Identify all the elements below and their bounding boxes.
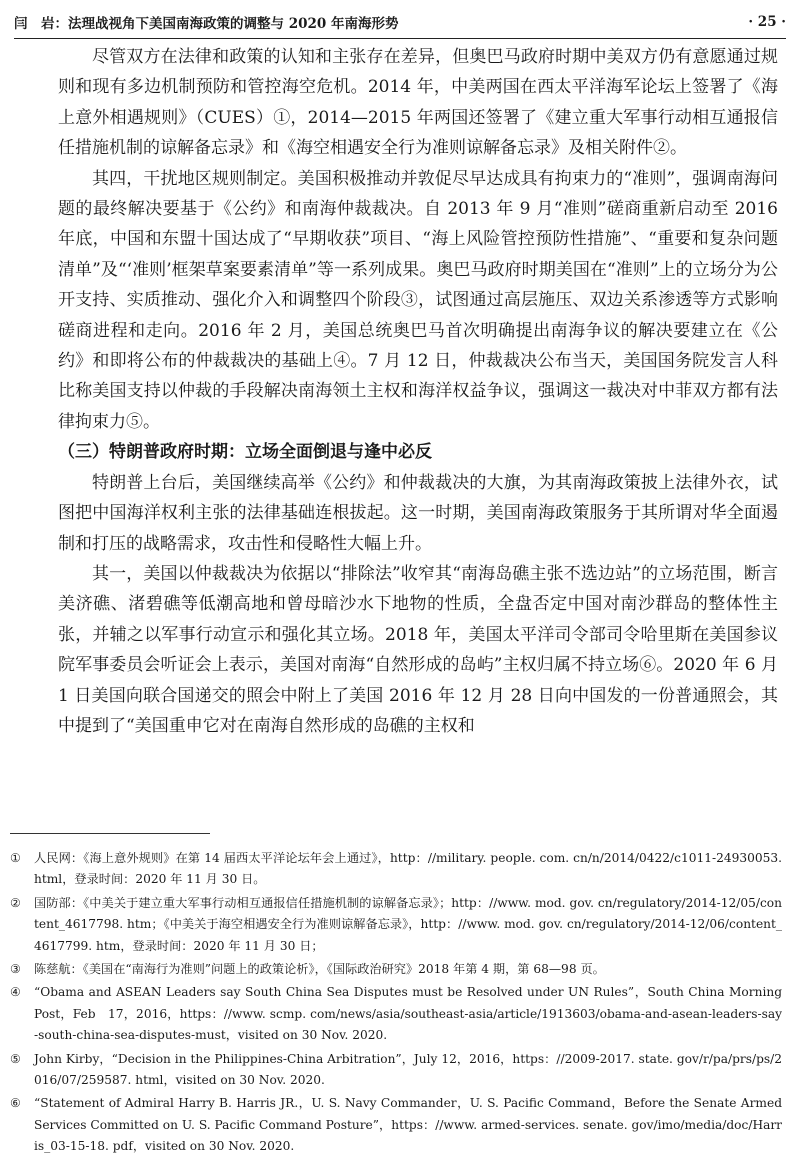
footnote <box>10 1093 782 1157</box>
footnote-mark: ① <box>10 851 21 865</box>
footnote <box>10 893 782 957</box>
paragraph: 其一，美国以仲裁裁决为依据以“排除法”收窄其“南海岛礁主张不选边站”的立场范围，断言美济礁、渚碧礁等低潮高地和曾母暗沙水下地物的性质，全盘否定中国对南沙群岛的整体性主张，并辅之以军事行动宣示和强化其立场。2018 年，美国太平洋司令部司令哈里斯在美国参议院军事委员会听证会上表示，美国对南海“自然形成的岛屿”主权归属不持立场⑥。2020 年 6 月 1 日美国向联合国递交的照会中附上了美国 2016 年 12 月 28 日向中国发的一份普通照会，其中提到了“美国重申它对在南海自然形成的岛礁的主权和 <box>58 563 778 736</box>
paragraph: 其四，干扰地区规则制定。美国积极推动并敦促尽早达成具有拘束力的“准则”，强调南海问题的最终解决要基于《公约》和南海仲裁裁决。自 2013 年 9 月“准则”磋商重新启动至 2016 年底，中国和东盟十国达成了“早期收获”项目、“海上风险管控预防性措施”、“重要和复杂问题清单”及“‘准则’框架草案要素清单”等一系列成果。奥巴马政府时期美国在“准则”上的立场分为公开支持、实质推动、强化介入和调整四个阶段③，试图通过高层施压、双边关系渗透等方式影响磋商进程和走向。2016 年 2 月，美国总统奥巴马首次明确提出南海争议的解决要建立在《公约》和即将公布的仲裁裁决的基础上④。7 月 12 日，仲裁裁决公布当天，美国国务院发言人科比称美国支持以仲裁的手段解决南海领土主权和海洋权益争议，强调这一裁决对中菲双方都有法律拘束力⑤。 <box>58 168 778 432</box>
footnote <box>10 959 782 980</box>
footnote-mark: ④ <box>10 985 21 1000</box>
footnote-mark: ② <box>10 895 21 910</box>
section-heading: （三）特朗普政府时期：立场全面倒退与逢中必反 <box>58 442 432 463</box>
footnote-mark: ⑥ <box>10 1096 21 1111</box>
running-header <box>14 10 786 34</box>
paragraph: 尽管双方在法律和政策的认知和主张存在差异，但奥巴马政府时期中美双方仍有意愿通过规则和现有多边机制预防和管控海空危机。2014 年，中美两国在西太平洋海军论坛上签署了《海上意外相遇规则》（CUES）①，2014—2015 年两国还签署了《建立重大军事行动相互通报信任措施机制的谅解备忘录》和《海空相遇安全行为准则谅解备忘录》及相关附件②。 <box>58 47 778 159</box>
footnote-mark: ⑤ <box>10 1051 21 1066</box>
footnote-text: 国防部：《中美关于建立重大军事行动相互通报信任措施机制的谅解备忘录》；http：//www. mod. gov. cn/regulatory/2014-12/05/content_4617798. htm；《中美关于海空相遇安全行为准则谅解备忘录》，http：//www. mod. gov. cn/regulatory/2014-12/06/content_4617799. htm，登录时间：2020 年 11 月 30 日； <box>34 895 782 953</box>
footnote <box>10 982 782 1046</box>
body-text <box>58 42 778 741</box>
footnote-text: “Statement of Admiral Harry B. Harris JR.，U. S. Navy Commander，U. S. Pacific Command，Before the Senate Armed Services Committed on U. S. Pacific Command Posture”，https：//www. armed-services. senate. gov/imo/media/doc/Harris_03-15-18. pdf，visited on 30 Nov. 2020. <box>34 1096 782 1154</box>
footnote-rule <box>10 833 210 834</box>
header-title: 闫 岩：法理战视角下美国南海政策的调整与 2020 年南海形势 <box>14 16 399 32</box>
footnote-text: “Obama and ASEAN Leaders say South China Sea Disputes must be Resolved under UN Rules”，South China Morning Post，Feb 17，2016，https：//www. scmp. com/news/asia/southeast-asia/article/1913603/obama-and-asean-leaders-say-south-china-sea-disputes-must，visited on 30 Nov. 2020. <box>34 985 782 1043</box>
footnotes <box>10 848 782 1160</box>
footnote <box>10 1049 782 1092</box>
footnote-text: 陈慈航：《美国在“南海行为准则”问题上的政策论析》，《国际政治研究》2018 年第 4 期，第 68—98 页。 <box>34 962 605 977</box>
page-number: · 25 · <box>748 14 786 30</box>
footnote-text: 人民网：《海上意外规则》在第 14 届西太平洋论坛年会上通过》，http：//military. people. com. cn/n/2014/0422/c1011-24930053. html，登录时间：2020 年 11 月 30 日。 <box>34 851 782 887</box>
footnote-mark: ③ <box>10 962 21 977</box>
footnote <box>10 848 782 891</box>
footnote-text: John Kirby，“Decision in the Philippines-China Arbitration”，July 12，2016，https：//2009-2017. state. gov/r/pa/prs/ps/2016/07/259587. html，visited on 30 Nov. 2020. <box>34 1051 782 1088</box>
paragraph: 特朗普上台后，美国继续高举《公约》和仲裁裁决的大旗，为其南海政策披上法律外衣，试图把中国海洋权利主张的法律基础连根拔起。这一时期，美国南海政策服务于其所谓对华全面遏制和打压的战略需求，攻击性和侵略性大幅上升。 <box>58 472 778 554</box>
header-rule <box>14 38 786 39</box>
